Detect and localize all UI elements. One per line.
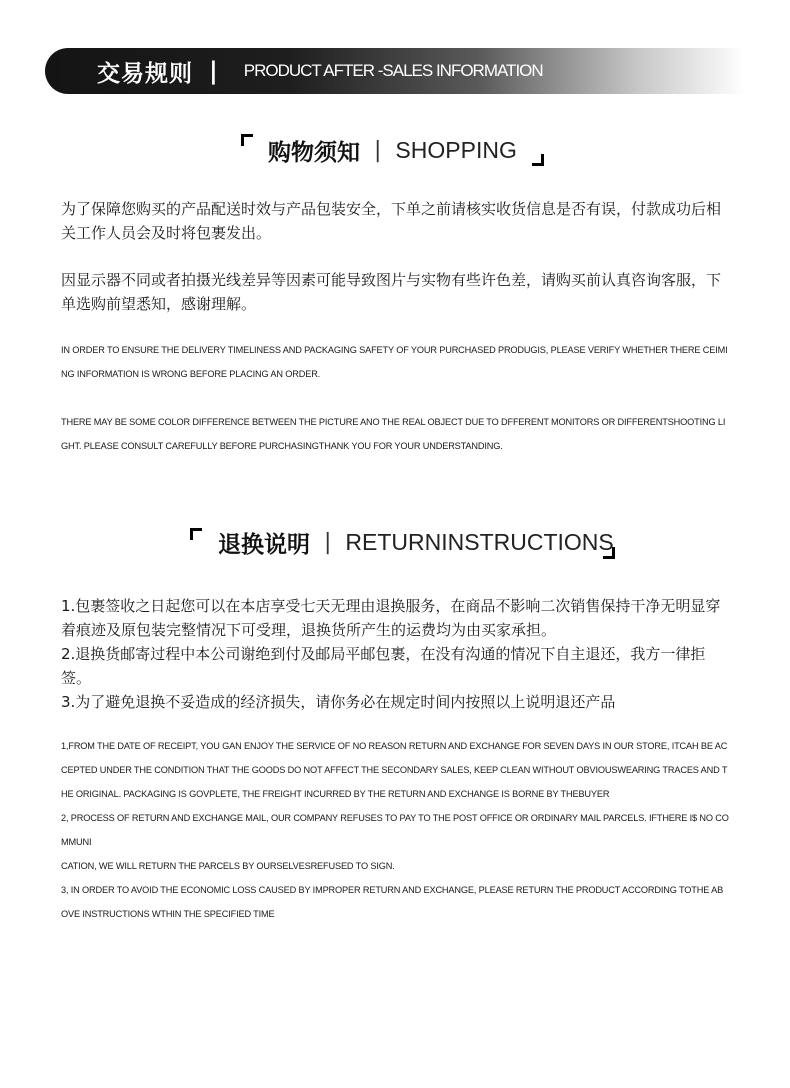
returns-cn-list: [61, 594, 731, 714]
returns-section-title: [0, 522, 790, 562]
corner-bracket-top-left: [190, 528, 202, 540]
returns-title-en: RETURNINSTRUCTIONS: [345, 528, 614, 555]
corner-bracket-bottom-right: [532, 154, 544, 166]
header-title-en: PRODUCT AFTER -SALES INFORMATION: [243, 61, 543, 80]
corner-bracket-top-left: [241, 134, 253, 146]
returns-cn-item-3: 3.为了避免退换不妥造成的经济损失，请你务必在规定时间内按照以上说明退还产品: [61, 693, 616, 711]
shopping-title-en: SHOPPING: [395, 136, 517, 163]
shopping-title-separator: |: [374, 137, 382, 163]
returns-cn-item-2: 2.退换货邮寄过程中本公司谢绝到付及邮局平邮包裹，在没有沟通的情况下自主退还，我方一律拒签。: [61, 645, 706, 687]
header-separator: |: [209, 57, 218, 85]
returns-en-list: [61, 734, 729, 926]
returns-cn-item-1: 1.包裹签收之日起您可以在本店享受七天无理由退换服务，在商品不影响二次销售保持干净无明显穿着痕迹及原包装完整情况下可受理，退换货所产生的运费均为由买家承担。: [61, 597, 721, 639]
corner-bracket-bottom-right: [603, 547, 615, 559]
returns-en-item-4: 3, IN ORDER TO AVOID THE ECONOMIC LOSS CAUSED BY IMPROPER RETURN AND EXCHANGE, PLEASE RETURN THE PRODUCT ACCORDING TOTHE ABOVE INSTRUCTIONS WTHIN THE SPECIFIED TIME: [61, 885, 724, 919]
header-title-cn: 交易规则: [97, 60, 193, 87]
returns-en-item-3: CATION, WE WILL RETURN THE PARCELS BY OURSELVESREFUSED TO SIGN.: [61, 861, 395, 871]
shopping-en-paragraph-2: THERE MAY BE SOME COLOR DIFFERENCE BETWEEN THE PICTURE ANO THE REAL OBJECT DUE TO DFFERENT MONITORS OR DIFFERENTSHOOTING LIGHT. PLEASE CONSULT CAREFULLY BEFORE PURCHASINGTHANK YOU FOR YOUR UNDERSTANDING.: [61, 417, 726, 451]
returns-en-item-2: 2, PROCESS OF RETURN AND EXCHANGE MAIL, OUR COMPANY REFUSES TO PAY TO THE POST OFFICE OR ORDINARY MAIL PARCELS. IFTHERE I$ NO COMMUNI: [61, 813, 729, 847]
shopping-en-paragraph-1: IN ORDER TO ENSURE THE DELIVERY TIMELINESS AND PACKAGING SAFETY OF YOUR PURCHASED PRODUGIS, PLEASE VERIFY WHETHER THERE CEIMING INFORMATION IS WRONG BEFORE PLACING AN ORDER.: [61, 345, 728, 379]
shopping-title-cn: 购物须知: [268, 139, 360, 166]
returns-title-separator: |: [324, 529, 332, 555]
shopping-cn-paragraph-1: 为了保障您购买的产品配送时效与产品包装安全，下单之前请核实收货信息是否有误，付款成功后相关工作人员会及时将包裹发出。: [61, 200, 722, 242]
shopping-cn-paragraph-2: 因显示器不同或者拍摄光线差异等因素可能导致图片与实物有些许色差，请购买前认真咨询客服，下单选购前望悉知，感谢理解。: [61, 271, 722, 313]
shopping-section-title: [0, 130, 790, 170]
returns-en-item-1: 1,FROM THE DATE OF RECEIPT, YOU GAN ENJOY THE SERVICE OF NO REASON RETURN AND EXCHANGE FOR SEVEN DAYS IN OUR STORE, ITCAH BE ACCEPTED UNDER THE CONDITION THAT THE GOODS DO NOT AFFECT THE SECONDARY SALES, KEEP CLEAN WITHOUT OBVIOUSWEARING TRACES AND THE ORIGINAL. PACKAGING IS GOVPLETE, THE FREIGHT INCURRED BY THE RETURN AND EXCHANGE IS BORNE BY THEBUYER: [61, 741, 728, 799]
header-banner: [45, 48, 745, 94]
returns-title-cn: 退换说明: [218, 531, 310, 558]
